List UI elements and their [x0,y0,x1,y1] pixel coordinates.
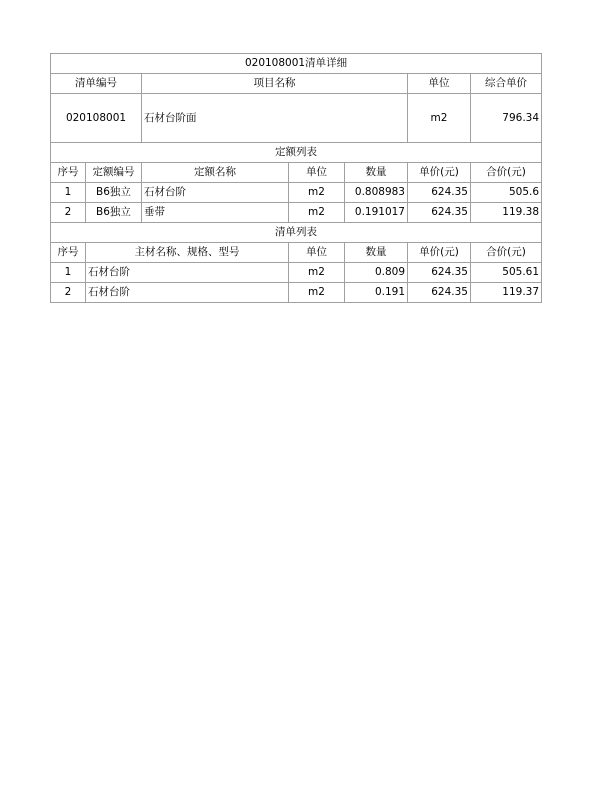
quota-code-header: 定额编号 [86,163,142,183]
material-price: 624.35 [408,263,471,283]
title-row [51,54,542,74]
quota-unit-header: 单位 [289,163,345,183]
material-total: 505.61 [471,263,542,283]
quota-header-row [51,163,542,183]
quota-section-row [51,143,542,163]
bill-price-header: 综合单价 [471,74,542,94]
quota-no: 2 [51,203,86,223]
quota-price: 624.35 [408,203,471,223]
bill-code-header: 清单编号 [51,74,142,94]
material-no: 2 [51,283,86,303]
material-qty: 0.809 [345,263,408,283]
bill-detail-table [50,53,542,303]
material-name: 石材台阶 [86,263,289,283]
material-price: 624.35 [408,283,471,303]
materials-section-title: 清单列表 [51,223,542,243]
quota-row [51,183,542,203]
material-total-header: 合价(元) [471,243,542,263]
bill-name-header: 项目名称 [142,74,408,94]
materials-section-row [51,223,542,243]
quota-name: 垂带 [142,203,289,223]
quota-price: 624.35 [408,183,471,203]
material-name: 石材台阶 [86,283,289,303]
material-unit-header: 单位 [289,243,345,263]
quota-total: 505.6 [471,183,542,203]
material-name-header: 主材名称、规格、型号 [86,243,289,263]
material-row [51,283,542,303]
bill-code: 020108001 [51,94,142,143]
material-unit: m2 [289,283,345,303]
material-row [51,263,542,283]
quota-section-title: 定额列表 [51,143,542,163]
material-unit: m2 [289,263,345,283]
quota-qty: 0.808983 [345,183,408,203]
quota-no-header: 序号 [51,163,86,183]
quota-row [51,203,542,223]
quota-qty: 0.191017 [345,203,408,223]
bill-name: 石材台阶面 [142,94,408,143]
bill-unit-header: 单位 [408,74,471,94]
quota-total-header: 合价(元) [471,163,542,183]
quota-unit: m2 [289,203,345,223]
quota-code: B6独立 [86,183,142,203]
table-title: 020108001清单详细 [51,54,542,74]
quota-total: 119.38 [471,203,542,223]
bill-header-row [51,74,542,94]
quota-unit: m2 [289,183,345,203]
quota-name: 石材台阶 [142,183,289,203]
quota-name-header: 定额名称 [142,163,289,183]
material-qty-header: 数量 [345,243,408,263]
material-qty: 0.191 [345,283,408,303]
materials-header-row [51,243,542,263]
quota-no: 1 [51,183,86,203]
material-price-header: 单价(元) [408,243,471,263]
bill-row [51,94,542,143]
material-no: 1 [51,263,86,283]
quota-qty-header: 数量 [345,163,408,183]
material-total: 119.37 [471,283,542,303]
material-no-header: 序号 [51,243,86,263]
bill-unit-price: 796.34 [471,94,542,143]
quota-code: B6独立 [86,203,142,223]
quota-price-header: 单价(元) [408,163,471,183]
bill-unit: m2 [408,94,471,143]
